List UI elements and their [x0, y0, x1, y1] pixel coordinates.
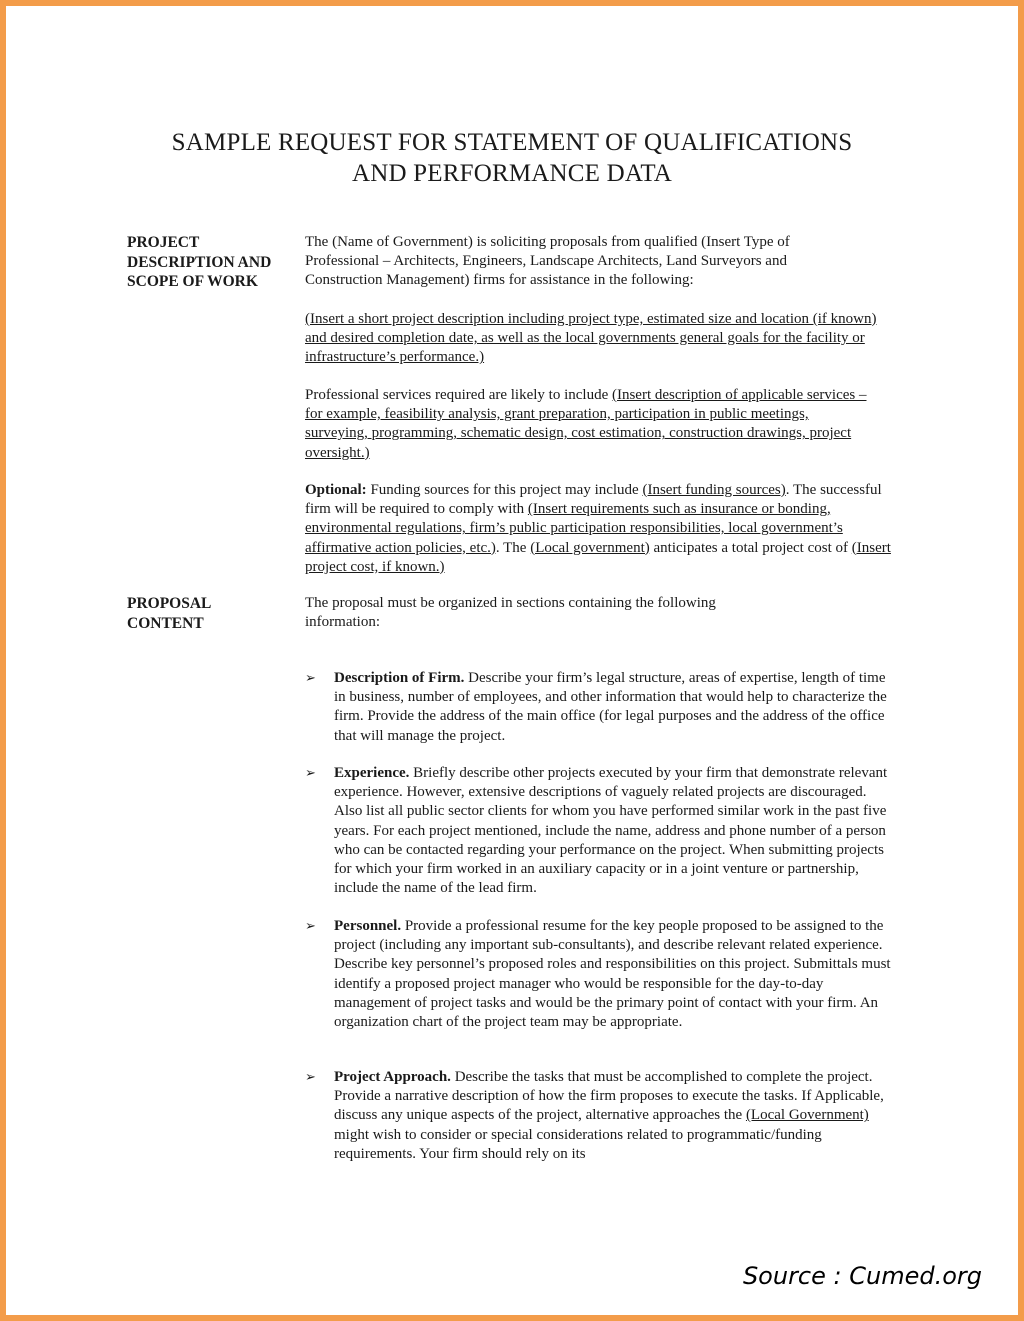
- funding-sources-placeholder: (Insert funding sources): [642, 482, 786, 498]
- list-item-label: Experience.: [334, 765, 410, 781]
- arrow-bullet-icon: ➢: [305, 919, 316, 934]
- list-item-label: Personnel.: [334, 918, 402, 934]
- list-item-personnel: [334, 917, 900, 1032]
- list-item-text: Describe the tasks that must be accomplished to complete the project. Provide a narrative description of how the firm proposes to execute the tasks. If Applicable, discuss any unique aspects of the project, alternative approaches the: [334, 1069, 884, 1124]
- list-item-text: Describe your firm’s legal structure, areas of expertise, length of time in business, number of employees, and other information that would help to characterize the firm. Provide the address of the main office (for legal purposes and the address of the office that will manage the project.: [334, 670, 887, 744]
- services-placeholder: (Insert description of applicable services – for example, feasibility analysis, grant preparation, participation in public meetings, surveying, programming, schematic design, cost estimation, construction drawings, project oversight.): [305, 387, 867, 461]
- list-item-description-of-firm: [334, 669, 896, 746]
- optional-paragraph: [305, 481, 898, 577]
- proposal-intro-paragraph: The proposal must be organized in sections containing the following information:: [305, 595, 716, 631]
- document-title-line-1: SAMPLE REQUEST FOR STATEMENT OF QUALIFICATIONS: [171, 129, 853, 156]
- arrow-bullet-icon: ➢: [305, 766, 316, 781]
- project-intro-paragraph: The (Name of Government) is soliciting proposals from qualified (Insert Type of Professional – Architects, Engineers, Landscape Architects, Land Surveyors and Construction Management) firms for assistance in the following:: [305, 234, 790, 289]
- optional-text: . The successful firm will be required to comply with: [305, 482, 882, 518]
- heading-line: PROJECT: [127, 234, 200, 251]
- local-government-placeholder: (Local Government): [745, 1107, 869, 1124]
- source-watermark: Source : Cumed.org: [742, 1262, 982, 1290]
- optional-text: Funding sources for this project may include: [366, 482, 643, 498]
- services-lead: Professional services required are likely to include: [305, 387, 612, 403]
- project-description-placeholder: (Insert a short project description including project type, estimated size and location (if known) and desired completion date, as well as the local governments general goals for the facility or infrastructure’s performance.): [305, 311, 877, 366]
- document-title-line-2: AND PERFORMANCE DATA: [351, 160, 673, 187]
- optional-text: . The: [495, 539, 531, 556]
- local-government-placeholder: (Local government): [530, 539, 650, 556]
- list-item-text: Provide a professional resume for the key people proposed to be assigned to the project (including any important sub-consultants), and describe relevant related experience. Describe key personnel’s proposed roles and responsibilities on this project. Submittals must identify a proposed project manager who would be responsible for the day-to-day management of project tasks and would be the primary point of contact with your firm. An organization chart of the project team may be appropriate.: [334, 918, 891, 1031]
- list-item-text: might wish to consider or special considerations related to programmatic/funding requirements. Your firm should rely on its: [334, 1126, 822, 1162]
- heading-line: PROPOSAL: [127, 595, 212, 612]
- optional-label: Optional:: [305, 482, 367, 498]
- section-heading-proposal: [127, 594, 297, 633]
- list-item-label: Description of Firm.: [334, 670, 465, 686]
- requirements-placeholder: (Insert requirements such as insurance or bonding, environmental regulations, firm’s public participation responsibilities, local government’s affirmative action policies, etc.): [305, 501, 843, 556]
- list-item-project-approach: [334, 1068, 898, 1164]
- heading-line: CONTENT: [127, 614, 204, 632]
- services-paragraph: [305, 386, 870, 463]
- list-item-label: Project Approach.: [334, 1069, 451, 1085]
- arrow-bullet-icon: ➢: [305, 1070, 316, 1085]
- section-heading-project: [127, 233, 297, 292]
- heading-line: DESCRIPTION AND: [127, 253, 272, 271]
- arrow-bullet-icon: ➢: [305, 671, 316, 686]
- optional-text: anticipates a total project cost of: [649, 539, 852, 556]
- project-cost-placeholder: (Insert project cost, if known.): [305, 539, 891, 575]
- list-item-experience: [334, 764, 896, 898]
- list-item-text: Briefly describe other projects executed by your firm that demonstrate relevant experience. However, extensive descriptions of vaguely related projects are discouraged. Also list all public sector clients for whom you have performed similar work in the past five years. For each project mentioned, include the name, address and phone number of a person who can be contacted regarding your performance on the project. When submitting projects for which your firm worked in an auxiliary capacity or in a joint venture or partnership, include the name of the lead firm.: [334, 765, 888, 897]
- heading-line: SCOPE OF WORK: [127, 273, 258, 290]
